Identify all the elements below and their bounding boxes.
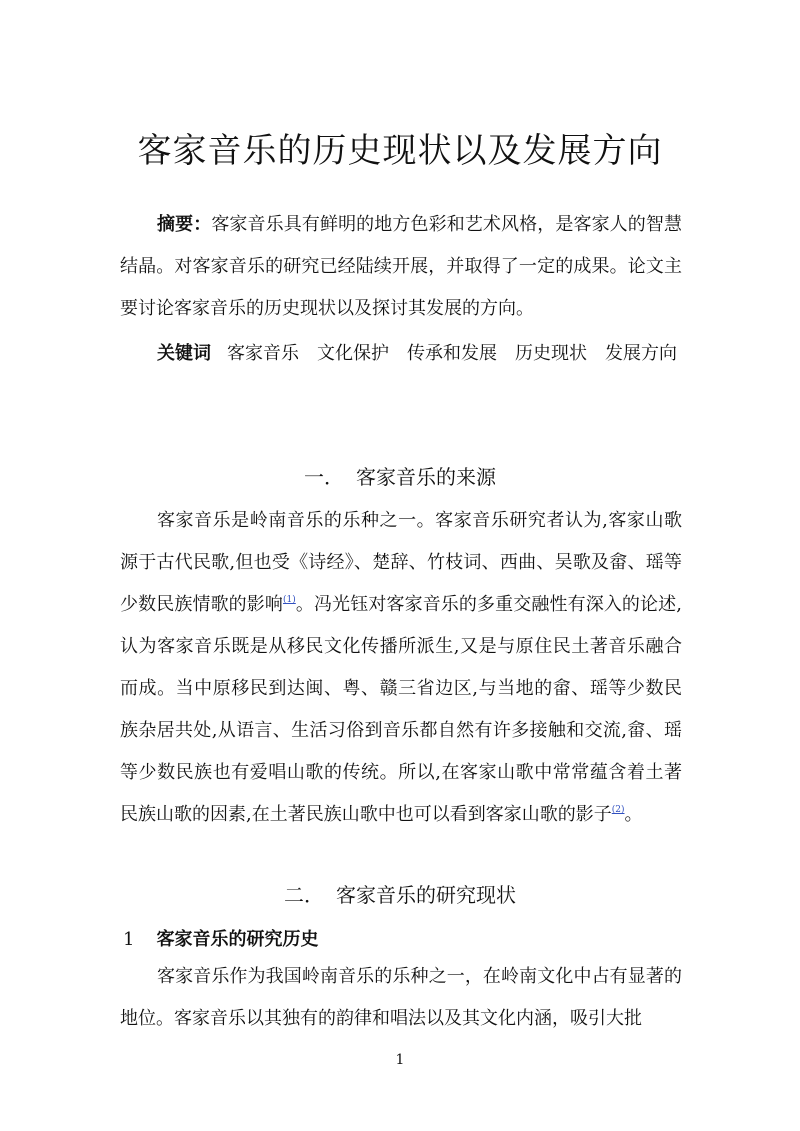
subsection-1-number: 1 [123, 929, 135, 950]
document-title: 客家音乐的历史现状以及发展方向 [137, 131, 663, 171]
abstract-text: 客家音乐具有鲜明的地方色彩和艺术风格，是客家人的智慧结晶。对客家音乐的研究已经陆续开展，并取得了一定的成果。论文主要讨论客家音乐的历史现状以及探讨其发展的方向。 [120, 214, 683, 319]
abstract-label: 摘要： [157, 214, 212, 235]
paragraph-text: 。 [624, 804, 643, 825]
subsection-1-title: 客家音乐的研究历史 [156, 929, 319, 950]
section-2-number: 二． [284, 883, 324, 907]
section-2-title: 客家音乐的研究现状 [336, 883, 516, 907]
keyword-item: 文化保护 [317, 343, 389, 364]
keyword-item: 客家音乐 [227, 343, 299, 364]
keyword-item: 传承和发展 [407, 343, 497, 364]
section-1-title: 客家音乐的来源 [356, 465, 496, 489]
section-2-paragraph: 客家音乐作为我国岭南音乐的乐种之一，在岭南文化中占有显著的地位。客家音乐以其独有的韵律和唱法以及其文化内涵，吸引大批 [120, 966, 682, 1029]
section-1-paragraph [120, 500, 682, 836]
keywords-paragraph [120, 333, 682, 375]
abstract-paragraph [120, 204, 682, 330]
section-2-heading [0, 880, 800, 910]
subsection-1-heading [120, 925, 318, 955]
footnote-ref-2[interactable]: (2) [611, 805, 625, 815]
paragraph-text: 。冯光钰对客家音乐的多重交融性有深入的论述,认为客家音乐既是从移民文化传播所派生,又是与原住民土著音乐融合而成。当中原移民到达闽、粤、赣三省边区,与当地的畲、瑶等少数民族杂居共处,从语言、生活习俗到音乐都自然有许多接触和交流,畲、瑶等少数民族也有爱唱山歌的传统。所以,在客家山歌中常常蕴含着土著民族山歌的因素,在土著民族山歌中也可以看到客家山歌的影子 [120, 594, 682, 825]
keywords-label: 关键词 [157, 343, 211, 364]
page-number: 1 [395, 1052, 405, 1068]
section-1-heading [0, 462, 800, 492]
section-1-number: 一． [304, 465, 344, 489]
footnote-ref-1[interactable]: (1) [283, 595, 296, 605]
keyword-item: 历史现状 [515, 343, 587, 364]
keyword-item: 发展方向 [605, 343, 677, 364]
paragraph-text: 客家音乐是岭南音乐的乐种之一。客家音乐研究者认为,客家山歌源于古代民歌,但也受《诗经》、楚辞、竹枝词、西曲、吴歌及畲、瑶等少数民族情歌的影响 [120, 510, 682, 615]
